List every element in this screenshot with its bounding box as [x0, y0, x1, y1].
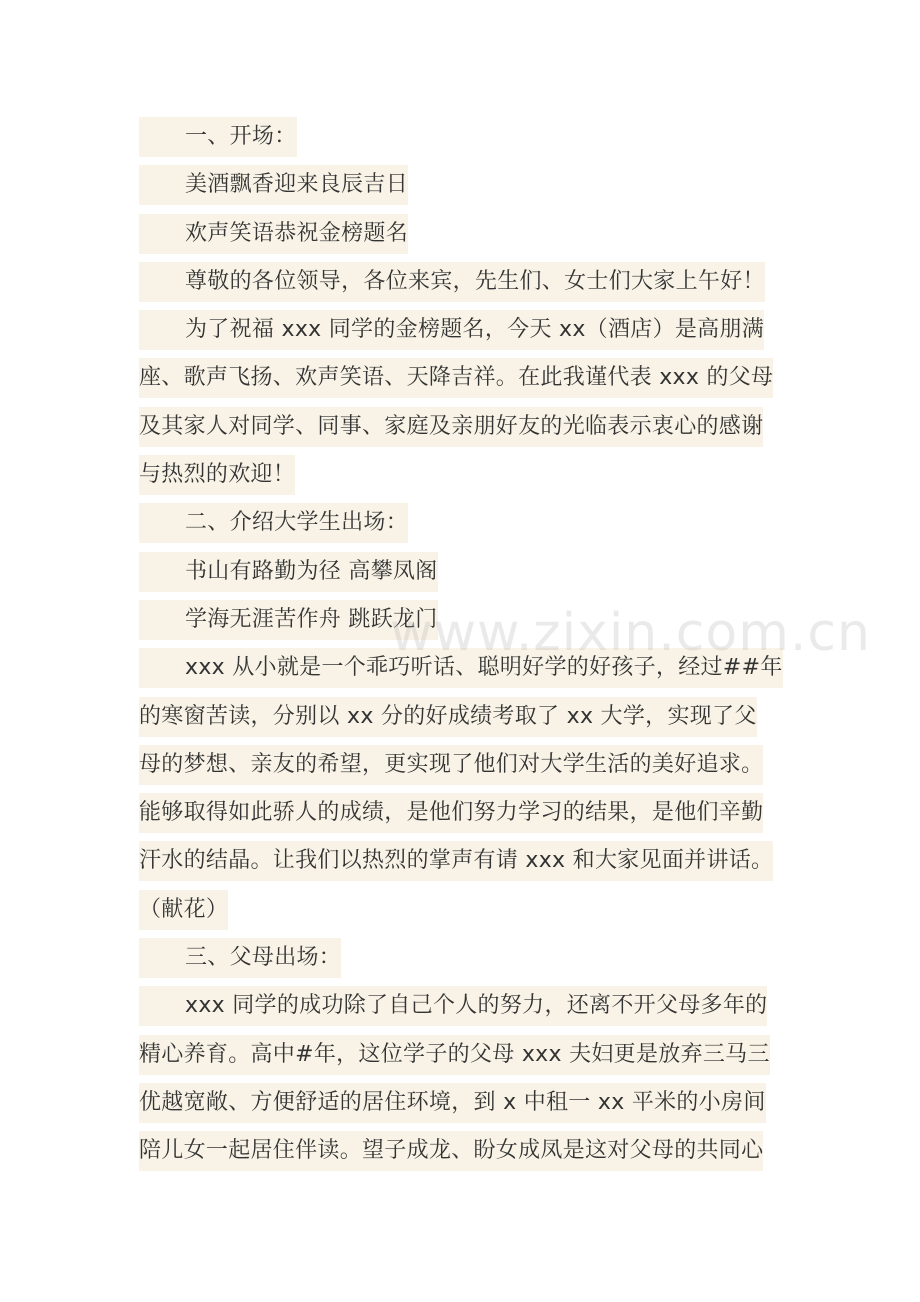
- text-line: [139, 404, 819, 452]
- text-line-content: 座、歌声飞扬、欢声笑语、天降吉祥。在此我谨代表 xxx 的父母: [139, 358, 773, 398]
- text-line: [139, 355, 819, 403]
- text-line: [139, 694, 819, 742]
- text-line: [139, 211, 819, 259]
- text-line-content: （献花）: [139, 890, 228, 930]
- text-line-content: 汗水的结晶。让我们以热烈的掌声有请 xxx 和大家见面并讲话。: [139, 841, 773, 881]
- text-line-content: 为了祝福 xxx 同学的金榜题名，今天 xx（酒店）是高朋满: [139, 310, 764, 350]
- text-line-content: 能够取得如此骄人的成绩，是他们努力学习的结果，是他们辛勤: [139, 793, 763, 833]
- text-line: [139, 452, 819, 500]
- text-line: [139, 1080, 819, 1128]
- text-line-content: 及其家人对同学、同事、家庭及亲朋好友的光临表示衷心的感谢: [139, 407, 763, 447]
- text-line-content: 学海无涯苦作舟 跳跃龙门: [139, 600, 438, 640]
- text-line-content: 与热烈的欢迎！: [139, 455, 295, 495]
- text-line-content: 一、开场：: [139, 117, 297, 157]
- text-line: [139, 1032, 819, 1080]
- text-line: [139, 790, 819, 838]
- text-line: [139, 838, 819, 886]
- text-line-content: 的寒窗苦读，分别以 xx 分的好成绩考取了 xx 大学，实现了父: [139, 697, 757, 737]
- text-line-content: 欢声笑语恭祝金榜题名: [139, 214, 408, 254]
- text-line: [139, 307, 819, 355]
- text-line-content: 母的梦想、亲友的希望，更实现了他们对大学生活的美好追求。: [139, 745, 763, 785]
- text-line-content: 尊敬的各位领导，各位来宾，先生们、女士们大家上午好！: [139, 262, 765, 302]
- text-line: [139, 162, 819, 210]
- text-line: [139, 935, 819, 983]
- text-line-content: 陪儿女一起居住伴读。望子成龙、盼女成凤是这对父母的共同心: [139, 1131, 763, 1171]
- text-line: [139, 983, 819, 1031]
- text-line-content: 书山有路勤为径 高攀凤阁: [139, 552, 438, 592]
- text-line-content: 优越宽敞、方便舒适的居住环境，到 x 中租一 xx 平米的小房间: [139, 1083, 766, 1123]
- text-line: [139, 259, 819, 307]
- text-line: [139, 549, 819, 597]
- text-line: [139, 500, 819, 548]
- watermark: www.zixin.com.cn: [390, 603, 871, 663]
- text-line-content: xxx 从小就是一个乖巧听话、聪明好学的好孩子，经过##年: [139, 648, 783, 688]
- text-line-content: 美酒飘香迎来良辰吉日: [139, 165, 408, 205]
- text-line: [139, 742, 819, 790]
- text-line: [139, 887, 819, 935]
- text-line-content: 精心养育。高中#年，这位学子的父母 xxx 夫妇更是放弃三马三: [139, 1035, 770, 1075]
- text-line: [139, 114, 819, 162]
- text-line-content: xxx 同学的成功除了自己个人的努力，还离不开父母多年的: [139, 986, 767, 1026]
- text-line-content: 三、父母出场：: [139, 938, 341, 978]
- text-line-content: 二、介绍大学生出场：: [139, 503, 408, 543]
- text-line: [139, 1128, 819, 1176]
